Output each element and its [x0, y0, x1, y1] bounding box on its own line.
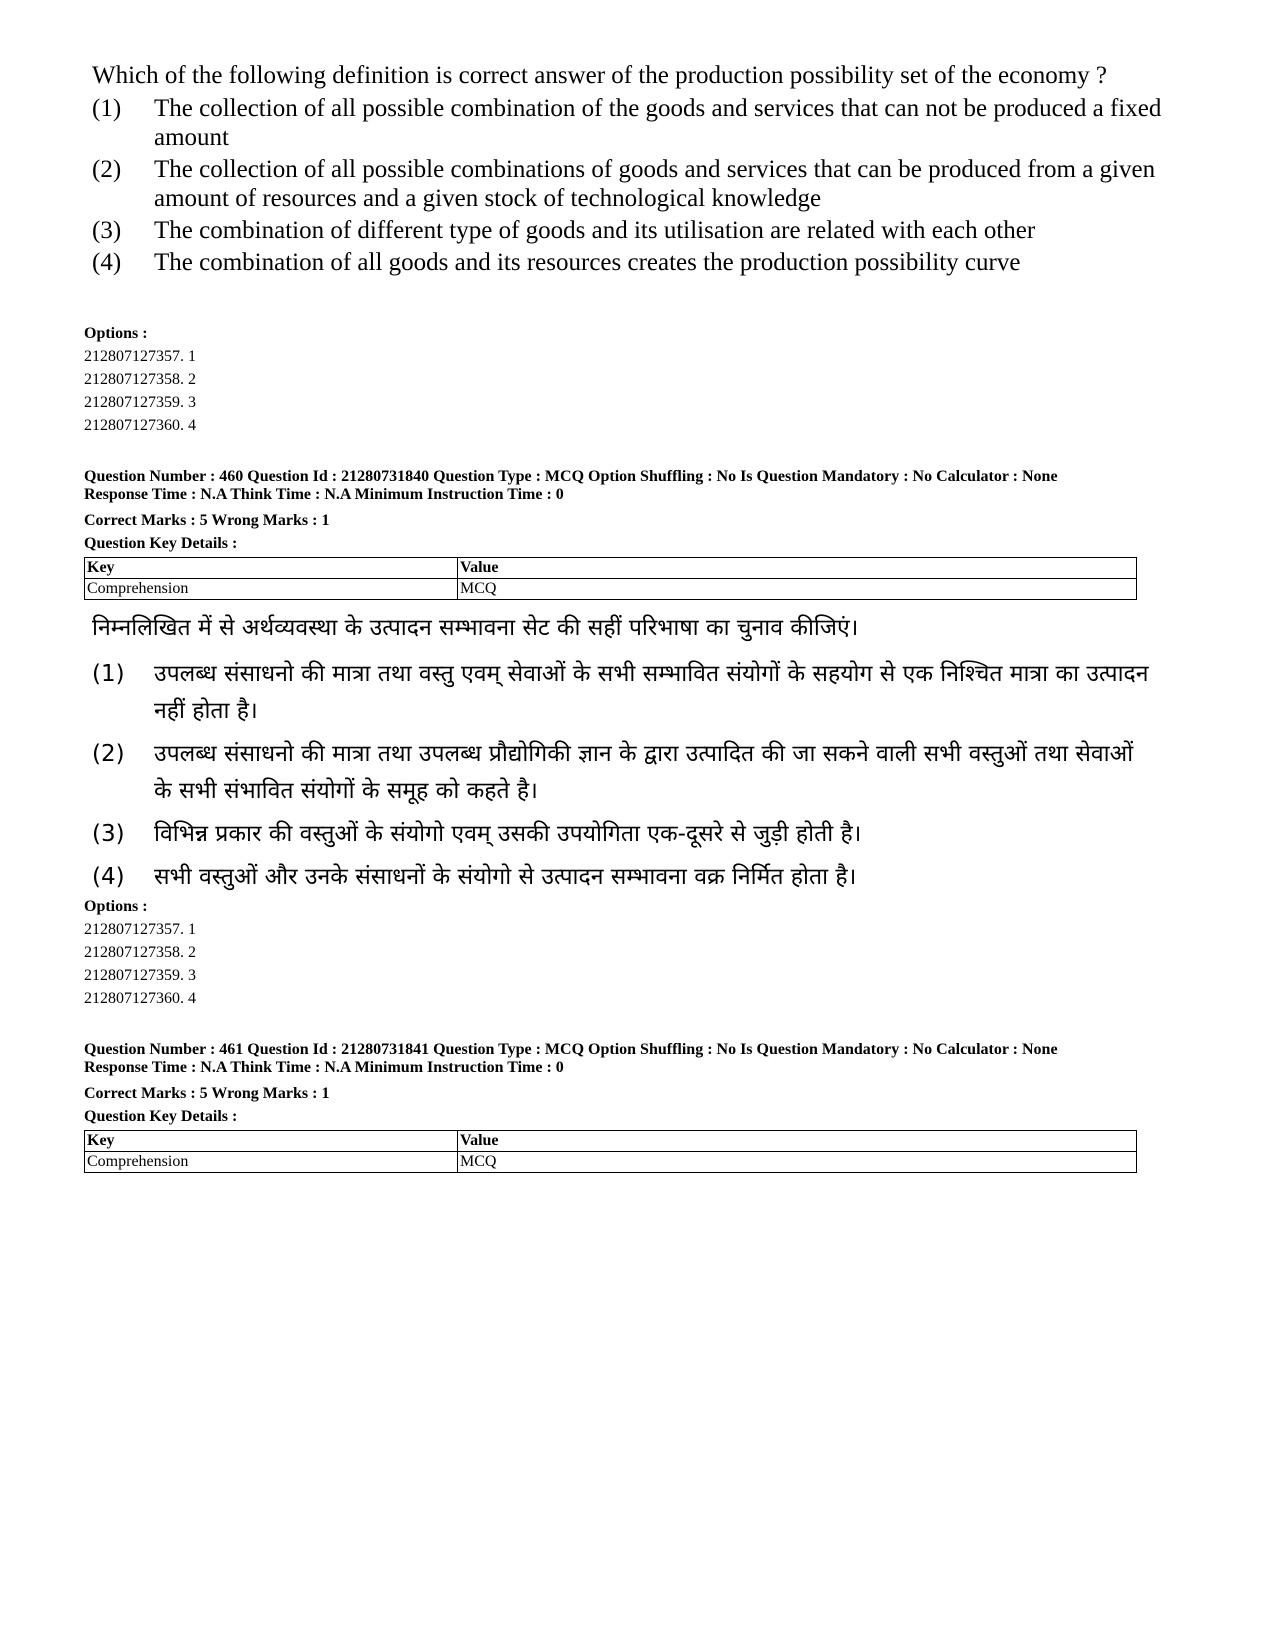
question-info-line: Question Number : 460 Question Id : 21280731840 Question Type : MCQ Option Shuffling : No Is Question Mandatory : No Calculator : None: [84, 468, 1058, 485]
option-number: (4): [92, 249, 122, 276]
question-hindi: [92, 612, 1152, 902]
table-cell-value: MCQ: [458, 579, 1137, 600]
option-text: The collection of all possible combination of the goods and services that can not be produced a fixed amount: [154, 95, 1162, 151]
question-timing-line: Response Time : N.A Think Time : N.A Minimum Instruction Time : 0: [84, 486, 564, 503]
question-marks: Correct Marks : 5 Wrong Marks : 1: [84, 512, 330, 529]
option-number: (2): [92, 156, 122, 183]
options-block-2: [84, 895, 196, 1010]
table-header-row: [85, 1131, 1137, 1152]
options-label: Options :: [84, 325, 148, 342]
option-id: 212807127358. 2: [84, 944, 196, 961]
question-info-line: Question Number : 461 Question Id : 21280731841 Question Type : MCQ Option Shuffling : No Is Question Mandatory : No Calculator : None: [84, 1041, 1058, 1058]
table-header-value: Value: [458, 1131, 1137, 1152]
option-text: The combination of different type of goods and its utilisation are related with each other: [154, 217, 1036, 244]
option-text: सभी वस्तुओं और उनके संसाधनों के संयोगो से उत्पादन सम्भावना वक्र निर्मित होता है।: [154, 864, 857, 890]
table-cell-key: Comprehension: [85, 1152, 458, 1173]
option-text: उपलब्ध संसाधनो की मात्रा तथा उपलब्ध प्रौद्योगिकी ज्ञान के द्वारा उत्पादित की जा सकने वाली सभी वस्तुओं तथा सेवाओं के सभी संभावित संयोगों के समूह को कहते है।: [154, 741, 1134, 804]
answer-option-hindi-2: [92, 736, 1152, 810]
option-number: (3): [92, 217, 122, 244]
option-id: 212807127357. 1: [84, 921, 196, 938]
answer-option-1: [92, 94, 1202, 152]
option-text: विभिन्न प्रकार की वस्तुओं के संयोगो एवम् उसकी उपयोगिता एक-दूसरे से जुड़ी होती है।: [154, 821, 862, 847]
table-row: [85, 1152, 1137, 1173]
answer-option-2: [92, 155, 1202, 213]
question-meta-461: [84, 1041, 1137, 1173]
option-id: 212807127357. 1: [84, 348, 196, 365]
option-number: (3): [92, 821, 125, 847]
options-block-1: [84, 322, 196, 437]
question-marks: Correct Marks : 5 Wrong Marks : 1: [84, 1085, 330, 1102]
option-id: 212807127358. 2: [84, 371, 196, 388]
answer-option-hindi-3: [92, 816, 1152, 853]
question-stem-hindi: निम्नलिखित में से अर्थव्यवस्था के उत्पादन सम्भावना सेट की सहीं परिभाषा का चुनाव कीजिएं।: [92, 615, 859, 641]
table-row: [85, 579, 1137, 600]
answer-option-hindi-1: [92, 656, 1152, 730]
table-cell-key: Comprehension: [85, 579, 458, 600]
option-id: 212807127359. 3: [84, 394, 196, 411]
question-key-table: [84, 557, 1137, 600]
option-number: (1): [92, 95, 122, 122]
answer-option-3: [92, 216, 1202, 245]
option-id: 212807127360. 4: [84, 990, 196, 1007]
option-text: The collection of all possible combinations of goods and services that can be produced from a given amount of resources and a given stock of technological knowledge: [154, 156, 1156, 212]
question-key-details-label: Question Key Details :: [84, 535, 238, 552]
option-id: 212807127360. 4: [84, 417, 196, 434]
table-header-key: Key: [85, 1131, 458, 1152]
question-english: [92, 60, 1202, 280]
table-header-row: [85, 558, 1137, 579]
option-number: (4): [92, 864, 125, 890]
answer-option-hindi-4: [92, 859, 1152, 896]
answer-option-4: [92, 248, 1202, 277]
option-id: 212807127359. 3: [84, 967, 196, 984]
option-number: (2): [92, 741, 125, 767]
table-cell-value: MCQ: [458, 1152, 1137, 1173]
question-stem: Which of the following definition is correct answer of the production possibility set of the economy ?: [92, 62, 1108, 89]
question-key-details-label: Question Key Details :: [84, 1108, 238, 1125]
question-key-table: [84, 1130, 1137, 1173]
table-header-key: Key: [85, 558, 458, 579]
option-text: The combination of all goods and its resources creates the production possibility curve: [154, 249, 1021, 276]
question-timing-line: Response Time : N.A Think Time : N.A Minimum Instruction Time : 0: [84, 1059, 564, 1076]
question-meta-460: [84, 468, 1137, 600]
option-text: उपलब्ध संसाधनो की मात्रा तथा वस्तु एवम् सेवाओं के सभी सम्भावित संयोगों के सहयोग से एक निश्चित मात्रा का उत्पादन नहीं होता है।: [154, 661, 1149, 724]
table-header-value: Value: [458, 558, 1137, 579]
option-number: (1): [92, 661, 125, 687]
options-label: Options :: [84, 898, 148, 915]
